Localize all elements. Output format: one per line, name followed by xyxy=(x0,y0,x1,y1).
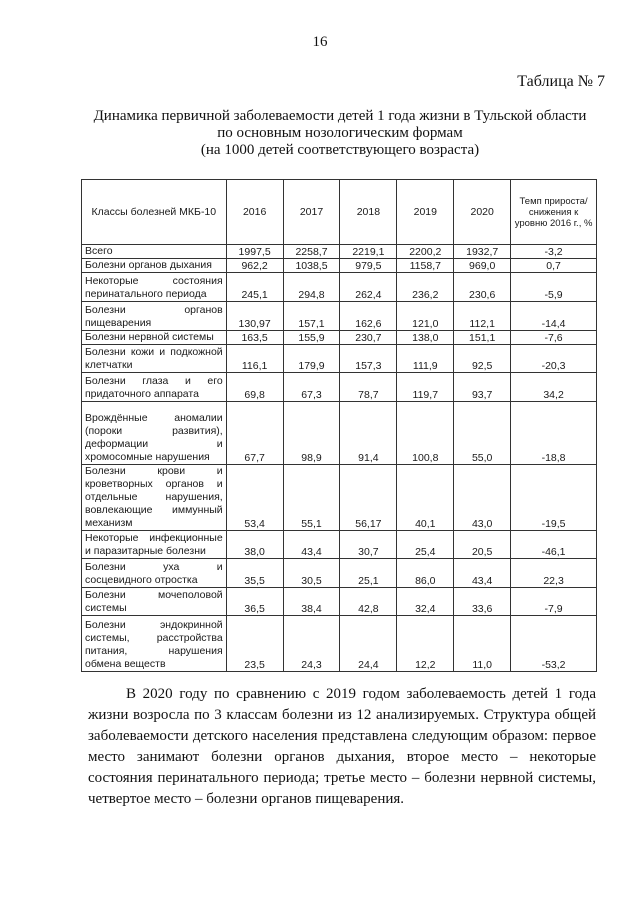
value-2019: 121,0 xyxy=(397,302,454,331)
page-number: 16 xyxy=(312,34,328,50)
value-2019: 119,7 xyxy=(397,373,454,402)
value-2018: 42,8 xyxy=(340,588,397,616)
value-2019: 2200,2 xyxy=(397,245,454,259)
trend-value: -20,3 xyxy=(511,345,597,373)
value-2017: 38,4 xyxy=(283,588,340,616)
trend-value: -5,9 xyxy=(511,273,597,302)
value-2020: 1932,7 xyxy=(454,245,511,259)
table-row xyxy=(82,302,597,331)
trend-value: -46,1 xyxy=(511,531,597,559)
title-line-2: по основным нозологическим формам xyxy=(217,125,463,141)
value-2018: 30,7 xyxy=(340,531,397,559)
trend-value: -3,2 xyxy=(511,245,597,259)
value-2020: 43,0 xyxy=(454,465,511,531)
table-row xyxy=(82,531,597,559)
value-2019: 236,2 xyxy=(397,273,454,302)
header-2018: 2018 xyxy=(340,180,397,245)
value-2020: 230,6 xyxy=(454,273,511,302)
table-row xyxy=(82,373,597,402)
value-2017: 43,4 xyxy=(283,531,340,559)
value-2019: 1158,7 xyxy=(397,259,454,273)
value-2017: 67,3 xyxy=(283,373,340,402)
value-2020: 969,0 xyxy=(454,259,511,273)
table-row xyxy=(82,245,597,259)
value-2016: 35,5 xyxy=(226,559,283,588)
value-2019: 138,0 xyxy=(397,331,454,345)
trend-value: -19,5 xyxy=(511,465,597,531)
table-row xyxy=(82,331,597,345)
table-body xyxy=(82,245,597,672)
value-2016: 53,4 xyxy=(226,465,283,531)
value-2020: 93,7 xyxy=(454,373,511,402)
value-2018: 56,17 xyxy=(340,465,397,531)
value-2017: 24,3 xyxy=(283,616,340,672)
header-classes: Классы болезней МКБ-10 xyxy=(82,180,227,245)
row-label: Болезни глаза и его придаточного аппарата xyxy=(82,373,227,402)
morbidity-table xyxy=(81,179,597,672)
value-2019: 86,0 xyxy=(397,559,454,588)
value-2018: 78,7 xyxy=(340,373,397,402)
header-2017: 2017 xyxy=(283,180,340,245)
row-label: Болезни органов пищеварения xyxy=(82,302,227,331)
value-2019: 111,9 xyxy=(397,345,454,373)
value-2019: 32,4 xyxy=(397,588,454,616)
value-2016: 163,5 xyxy=(226,331,283,345)
row-label: Всего xyxy=(82,245,227,259)
value-2017: 98,9 xyxy=(283,402,340,465)
table-row xyxy=(82,559,597,588)
title-line-1: Динамика первичной заболеваемости детей 1 года жизни в Тульской области xyxy=(93,108,587,124)
value-2016: 38,0 xyxy=(226,531,283,559)
value-2020: 55,0 xyxy=(454,402,511,465)
value-2018: 230,7 xyxy=(340,331,397,345)
row-label: Болезни мочеполовой системы xyxy=(82,588,227,616)
value-2017: 2258,7 xyxy=(283,245,340,259)
value-2016: 23,5 xyxy=(226,616,283,672)
summary-paragraph: В 2020 году по сравнению с 2019 годом заболеваемость детей 1 года жизни возросла по 3 классам болезни из 12 анализируемых. Структура общей заболеваемости детского населения представлена следующим образом: первое место занимают болезни органов дыхания, второе место – некоторые состояния перинатального периода; третье место – болезни нервной системы, четвертое место – болезни органов пищеварения. xyxy=(88,686,596,807)
table-header-row xyxy=(82,180,597,245)
trend-value: 0,7 xyxy=(511,259,597,273)
header-2019: 2019 xyxy=(397,180,454,245)
value-2018: 24,4 xyxy=(340,616,397,672)
value-2020: 20,5 xyxy=(454,531,511,559)
row-label: Врождённые аномалии (пороки развития), деформации и хромосомные нарушения xyxy=(82,402,227,465)
value-2016: 67,7 xyxy=(226,402,283,465)
value-2019: 12,2 xyxy=(397,616,454,672)
table-label: Таблица № 7 xyxy=(517,73,605,90)
value-2016: 116,1 xyxy=(226,345,283,373)
trend-value: -14,4 xyxy=(511,302,597,331)
value-2018: 2219,1 xyxy=(340,245,397,259)
trend-value: 22,3 xyxy=(511,559,597,588)
table-row xyxy=(82,259,597,273)
table-row xyxy=(82,345,597,373)
value-2018: 262,4 xyxy=(340,273,397,302)
row-label: Болезни уха и сосцевидного отростка xyxy=(82,559,227,588)
table-row xyxy=(82,465,597,531)
row-label: Болезни органов дыхания xyxy=(82,259,227,273)
value-2019: 25,4 xyxy=(397,531,454,559)
value-2020: 112,1 xyxy=(454,302,511,331)
value-2017: 155,9 xyxy=(283,331,340,345)
table-row xyxy=(82,402,597,465)
value-2017: 1038,5 xyxy=(283,259,340,273)
table-title xyxy=(60,108,620,159)
value-2016: 962,2 xyxy=(226,259,283,273)
trend-value: -18,8 xyxy=(511,402,597,465)
value-2017: 157,1 xyxy=(283,302,340,331)
value-2018: 157,3 xyxy=(340,345,397,373)
table-row xyxy=(82,588,597,616)
value-2016: 1997,5 xyxy=(226,245,283,259)
value-2018: 162,6 xyxy=(340,302,397,331)
trend-value: 34,2 xyxy=(511,373,597,402)
value-2017: 294,8 xyxy=(283,273,340,302)
value-2020: 11,0 xyxy=(454,616,511,672)
row-label: Болезни нервной системы xyxy=(82,331,227,345)
value-2017: 55,1 xyxy=(283,465,340,531)
row-label: Некоторые состояния перинатального периода xyxy=(82,273,227,302)
value-2020: 151,1 xyxy=(454,331,511,345)
value-2016: 69,8 xyxy=(226,373,283,402)
table-row xyxy=(82,616,597,672)
value-2020: 43,4 xyxy=(454,559,511,588)
value-2016: 245,1 xyxy=(226,273,283,302)
trend-value: -53,2 xyxy=(511,616,597,672)
value-2018: 25,1 xyxy=(340,559,397,588)
value-2017: 179,9 xyxy=(283,345,340,373)
header-2020: 2020 xyxy=(454,180,511,245)
table-row xyxy=(82,273,597,302)
value-2020: 92,5 xyxy=(454,345,511,373)
value-2020: 33,6 xyxy=(454,588,511,616)
header-trend: Темп прироста/ снижения к уровню 2016 г., % xyxy=(511,180,597,245)
value-2018: 979,5 xyxy=(340,259,397,273)
row-label: Болезни эндокринной системы, расстройства питания, нарушения обмена веществ xyxy=(82,616,227,672)
value-2016: 130,97 xyxy=(226,302,283,331)
trend-value: -7,9 xyxy=(511,588,597,616)
row-label: Болезни крови и кроветворных органов и отдельные нарушения, вовлекающие иммунный механизм xyxy=(82,465,227,531)
value-2017: 30,5 xyxy=(283,559,340,588)
row-label: Болезни кожи и подкожной клетчатки xyxy=(82,345,227,373)
title-line-3: (на 1000 детей соответствующего возраста) xyxy=(200,142,480,158)
trend-value: -7,6 xyxy=(511,331,597,345)
value-2018: 91,4 xyxy=(340,402,397,465)
header-2016: 2016 xyxy=(226,180,283,245)
row-label: Некоторые инфекционные и паразитарные болезни xyxy=(82,531,227,559)
value-2019: 100,8 xyxy=(397,402,454,465)
value-2019: 40,1 xyxy=(397,465,454,531)
value-2016: 36,5 xyxy=(226,588,283,616)
